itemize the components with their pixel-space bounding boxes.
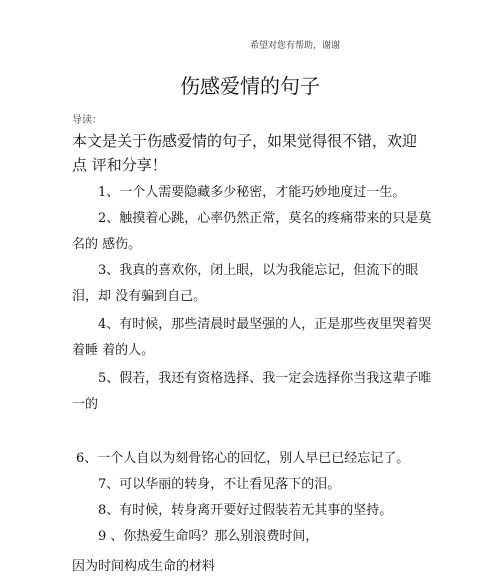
list-item: 5、假若，我还有资格选择、我一定会选择你当我这辈子唯一的 <box>72 371 432 412</box>
list-item: 2、触摸着心跳，心率仍然正常，莫名的疼痛带来的只是莫名的 感伤。 <box>72 211 432 252</box>
document-title: 伤感爱情的句子 <box>180 74 320 98</box>
list-item: 9 、你热爱生命吗？那么别浪费时间， <box>98 529 319 544</box>
intro-paragraph: 本文是关于伤感爱情的句子，如果觉得很不错，欢迎点 评和分享！ <box>72 132 418 174</box>
list-item: 3、我真的喜欢你，闭上眼，以为我能忘记，但流下的眼泪，却 没有骗到自己。 <box>72 263 419 304</box>
list-item: 4、有时候，那些清晨时最坚强的人，正是那些夜里哭着哭着睡 着的人。 <box>72 317 432 358</box>
guide-label: 导读： <box>72 115 102 126</box>
list-item: 8、有时候，转身离开要好过假装若无其事的坚持。 <box>98 503 393 518</box>
header-note: 希望对您有帮助，谢谢 <box>249 41 340 51</box>
list-item: 6、一个人自以为刻骨铭心的回忆，别人早已已经忘记了。 <box>76 451 410 466</box>
list-item: 1、一个人需要隐藏多少秘密，才能巧妙地度过一生。 <box>98 185 406 200</box>
list-item: 因为时间构成生命的材料 <box>72 559 216 574</box>
list-item: 7、可以华丽的转身，不让看见落下的泪。 <box>98 477 341 492</box>
